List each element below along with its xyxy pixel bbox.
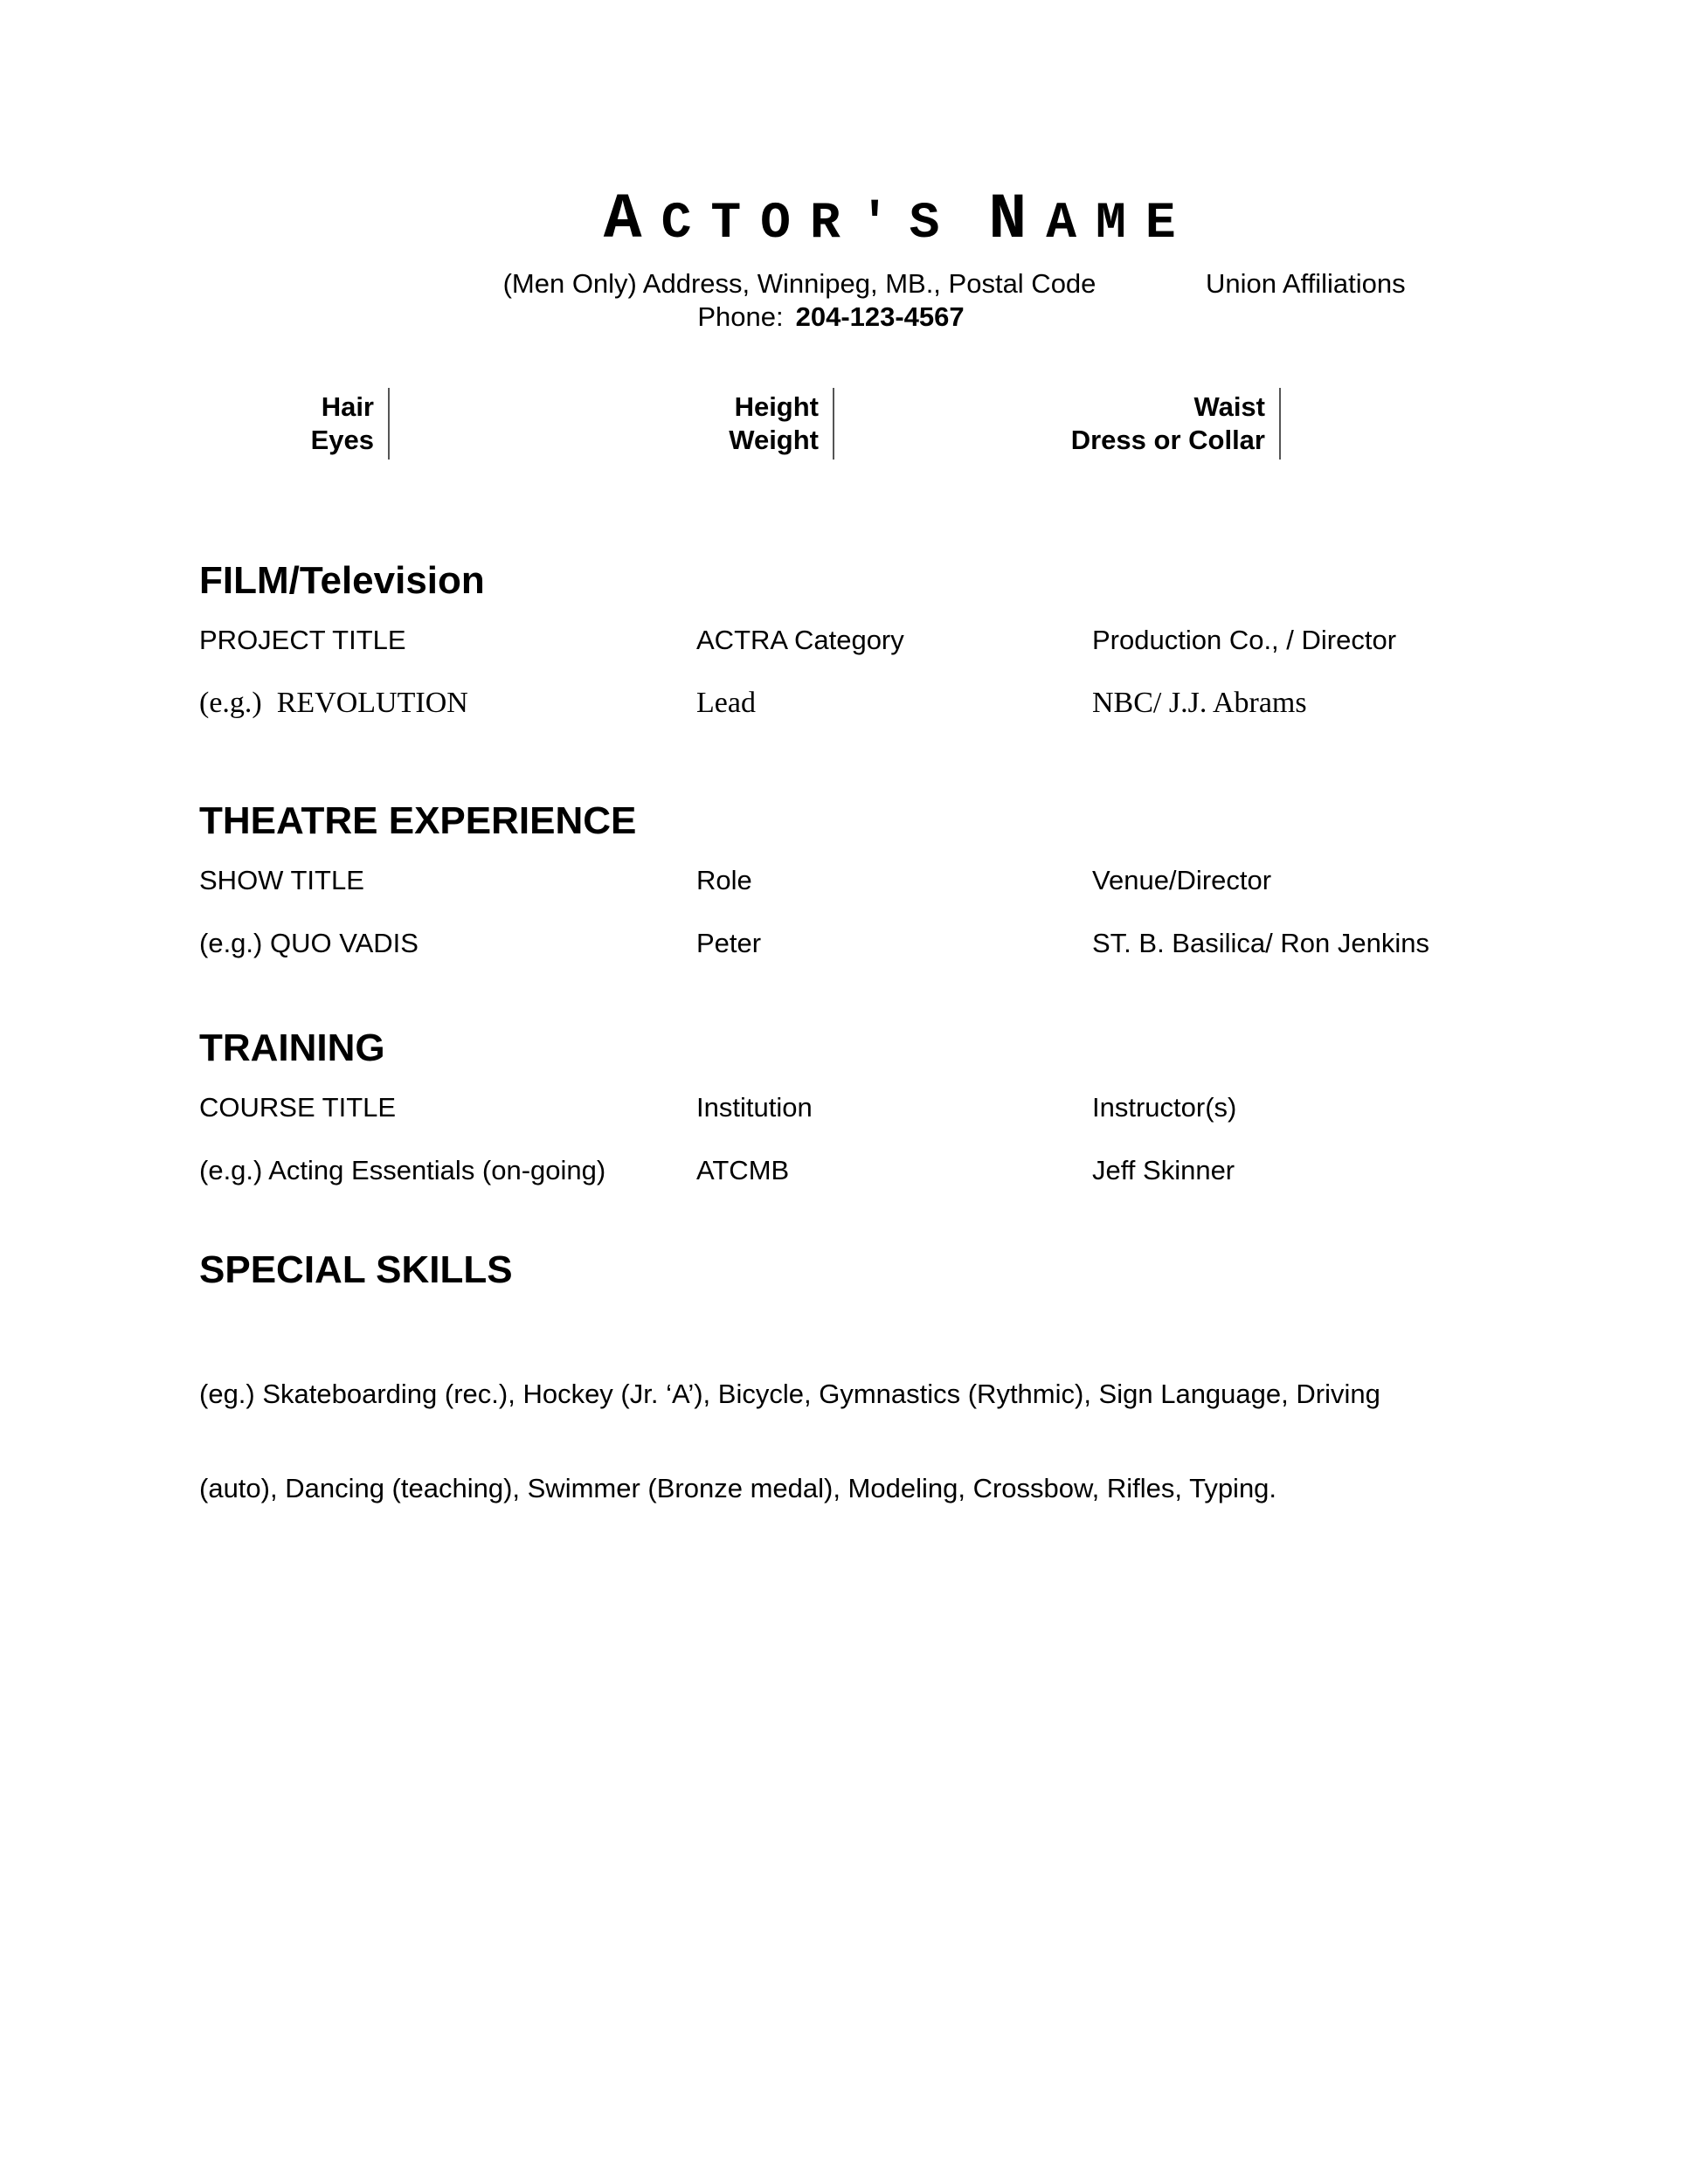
column-header: PROJECT TITLE — [199, 625, 406, 655]
column-header: SHOW TITLE — [199, 865, 364, 895]
column-header: Institution — [696, 1092, 813, 1123]
section-heading: SPECIAL SKILLS — [199, 1248, 513, 1291]
example-row — [199, 687, 1671, 720]
section-theatre-experience — [199, 800, 1671, 1001]
example-cell: (e.g.) REVOLUTION — [199, 687, 468, 719]
stat-group-hair-eyes — [154, 388, 390, 460]
example-cell: Peter — [696, 928, 762, 958]
skills-line: (eg.) Skateboarding (rec.), Hockey (Jr. ‘A’), Bicycle, Gymnastics (Rythmic), Sign Language, Driving — [199, 1379, 1380, 1409]
skills-line: (auto), Dancing (teaching), Swimmer (Bronze medal), Modeling, Crossbow, Rifles, Typing. — [199, 1473, 1277, 1503]
example-cell: NBC/ J.J. Abrams — [1092, 687, 1307, 719]
section-heading: THEATRE EXPERIENCE — [199, 799, 637, 842]
column-header: Instructor(s) — [1092, 1092, 1237, 1123]
address-line: (Men Only) Address, Winnipeg, MB., Postal Code — [502, 268, 1097, 299]
stat-group-height-weight — [598, 388, 834, 460]
union-affiliations: Union Affiliations — [1206, 268, 1406, 299]
stat-weight-label: Weight — [729, 425, 819, 455]
example-cell: (e.g.) QUO VADIS — [199, 928, 419, 958]
stat-height-label: Height — [734, 391, 819, 422]
title-first-initial: A — [603, 183, 661, 256]
column-header: ACTRA Category — [696, 625, 904, 655]
phone-line — [0, 301, 1662, 334]
stat-eyes-label: Eyes — [310, 425, 374, 455]
example-cell: Jeff Skinner — [1092, 1155, 1235, 1185]
phone-label: Phone: — [697, 301, 784, 332]
title-last-rest: AME — [1046, 196, 1195, 252]
example-cell: ST. B. Basilica/ Ron Jenkins — [1092, 928, 1429, 958]
stat-group-waist-dress — [993, 388, 1281, 460]
skills-paragraph — [199, 1316, 1380, 1567]
column-header: Venue/Director — [1092, 865, 1272, 895]
section-special-skills — [199, 1248, 1671, 1503]
column-header: Production Co., / Director — [1092, 625, 1397, 655]
example-cell: ATCMB — [696, 1155, 790, 1185]
phone-number: 204-123-4567 — [795, 301, 965, 332]
column-header: COURSE TITLE — [199, 1092, 397, 1123]
title-last-initial: N — [988, 183, 1047, 256]
example-cell: Lead — [696, 687, 756, 719]
section-film-television — [199, 560, 1671, 761]
example-row — [199, 927, 1671, 960]
section-heading: TRAINING — [199, 1026, 385, 1069]
column-headers-row — [199, 624, 1671, 657]
stat-hair-label: Hair — [321, 391, 374, 422]
stat-dress-collar-label: Dress or Collar — [1070, 425, 1265, 455]
example-cell: (e.g.) Acting Essentials (on-going) — [199, 1155, 606, 1185]
column-headers-row — [199, 864, 1671, 897]
example-row — [199, 1154, 1671, 1187]
section-heading: FILM/Television — [199, 559, 485, 602]
stat-waist-label: Waist — [1193, 391, 1265, 422]
title-first-rest: CTOR'S — [661, 196, 959, 252]
column-headers-row — [199, 1091, 1671, 1124]
column-header: Role — [696, 865, 752, 895]
section-training — [199, 1027, 1671, 1228]
